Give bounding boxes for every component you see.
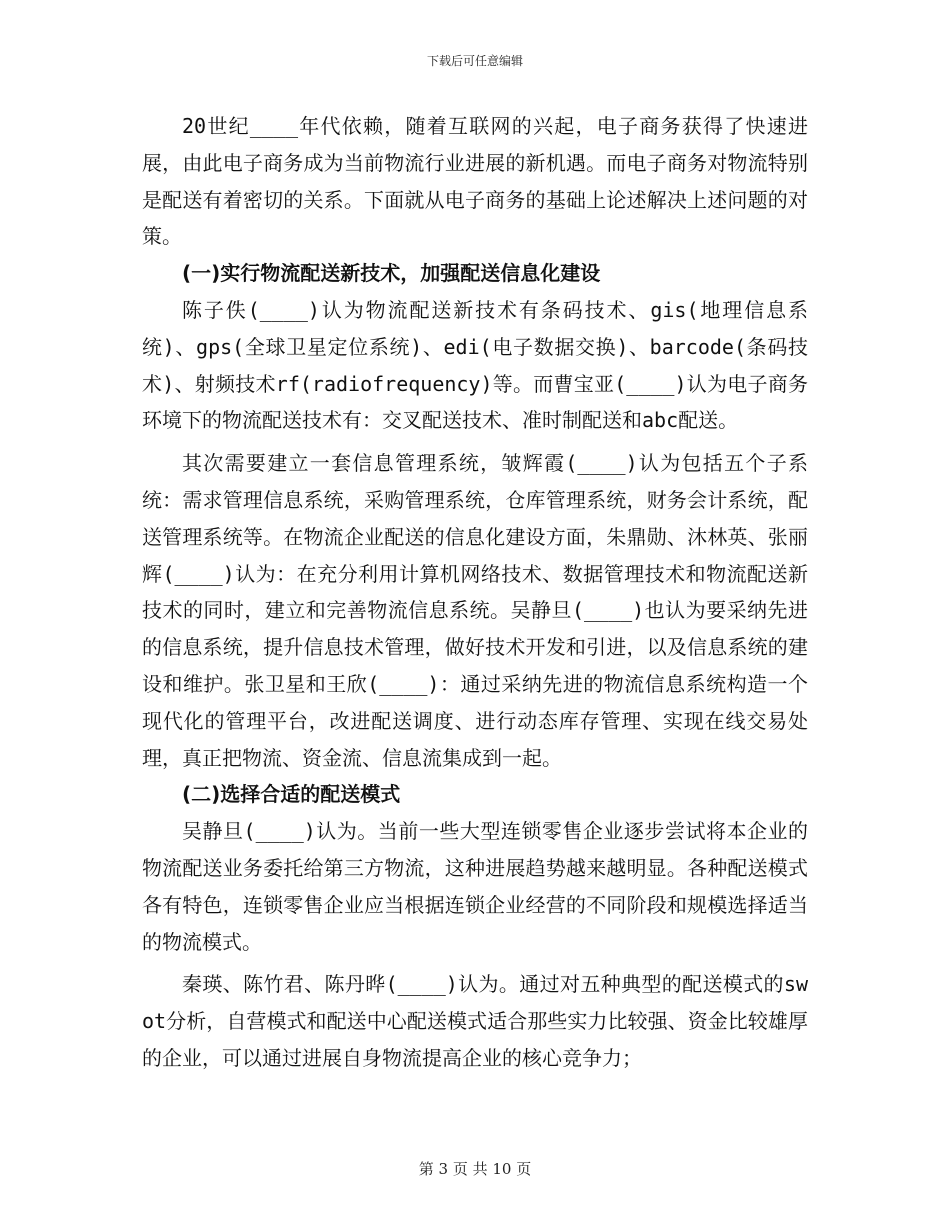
page-header: 下载后可任意编辑 [426,54,523,68]
section-heading-1: (一)实行物流配送新技术，加强配送信息化建设 [182,261,601,286]
paragraph-info-system: 其次需要建立一套信息管理系统，皱辉霞(____)认为包括五个子系统：需求管理信息系统，采购管理系统，仓库管理系统，财务会计系统，配送管理系统等。在物流企业配送的信息化建设方面，朱鼎勋、沐林英、张丽辉(____)认为：在充分利用计算机网络技术、数据管理技术和物流配送新技术的同时，建立和完善物流信息系统。吴静旦(____)也认为要采纳先进的信息系统，提升信息技术管理，做好技术开发和引进，以及信息系统的建设和维护。张卫星和王欣(____)：通过采纳先进的物流信息系统构造一个现代化的管理平台，改进配送调度、进行动态库存管理、实现在线交易处理，真正把物流、资金流、信息流集成到一起。 [142,451,808,770]
page-footer: 第 3 页 共 10 页 [418,1160,532,1178]
paragraph-intro: 20世纪____年代依赖，随着互联网的兴起，电子商务获得了快速进展，由此电子商务成为当前物流行业进展的新机遇。而电子商务对物流特别是配送有着密切的关系。下面就从电子商务的基础上论述解决上述问题的对策。 [142,114,808,249]
document-body [142,108,808,1077]
paragraph-delivery-mode: 吴静旦(____)认为。当前一些大型连锁零售企业逐步尝试将本企业的物流配送业务委托给第三方物流，这种进展趋势越来越明显。各种配送模式各有特色，连锁零售企业应当根据连锁企业经营的不同阶段和规模选择适当的物流模式。 [142,819,808,954]
paragraph-delivery-tech: 陈子佚(____)认为物流配送新技术有条码技术、gis(地理信息系统)、gps(全球卫星定位系统)、edi(电子数据交换)、barcode(条码技术)、射频技术rf(radiofrequency)等。而曹宝亚(____)认为电子商务环境下的物流配送技术有：交叉配送技术、准时制配送和abc配送。 [142,297,808,433]
section-heading-2: (二)选择合适的配送模式 [182,782,401,807]
paragraph-swot: 秦瑛、陈竹君、陈丹晔(____)认为。通过对五种典型的配送模式的swot分析，自营模式和配送中心配送模式适合那些实力比较强、资金比较雄厚的企业，可以通过进展自身物流提高企业的核心竞争力； [142,972,808,1070]
